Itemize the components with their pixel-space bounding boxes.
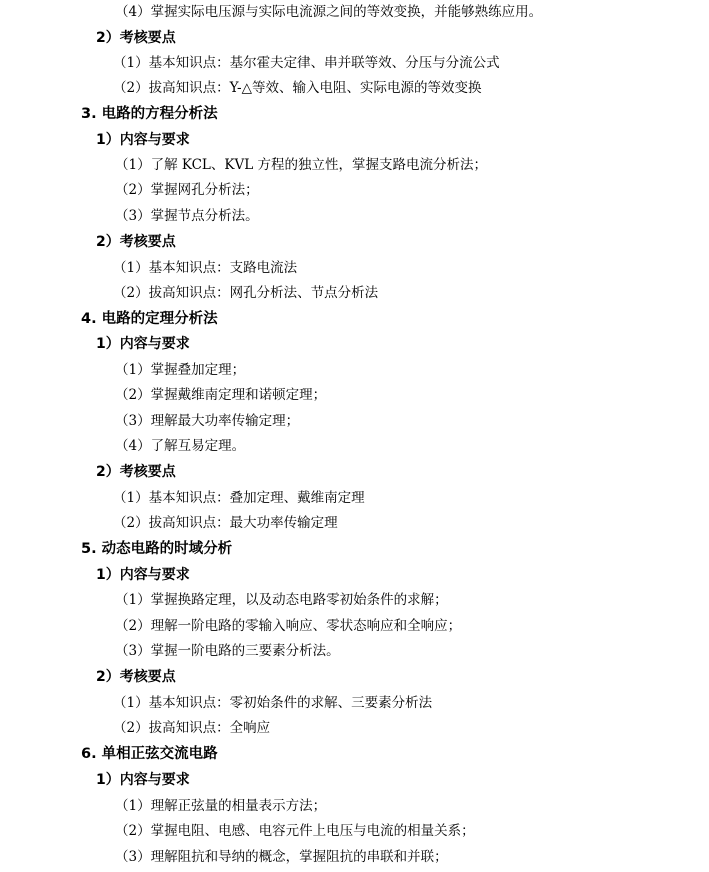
subsection-heading: 2）考核要点 (96, 464, 176, 480)
subsection-heading: 1）内容与要求 (96, 336, 190, 352)
list-item: （3）理解最大功率传输定理； (115, 413, 300, 429)
list-item: （2）掌握戴维南定理和诺顿定理； (115, 387, 327, 403)
list-item: （4）了解互易定理。 (115, 438, 246, 454)
list-item: （1）基本知识点：零初始条件的求解、三要素分析法 (113, 695, 433, 711)
section-heading: 3. 电路的方程分析法 (81, 106, 218, 122)
list-item: （2）拔高知识点：最大功率传输定理 (113, 515, 338, 531)
list-item: （2）拔高知识点：Y-△等效、输入电阻、实际电源的等效变换 (113, 80, 482, 96)
list-item: （2）掌握电阻、电感、电容元件上电压与电流的相量关系； (115, 823, 475, 839)
list-item: （1）掌握叠加定理； (115, 362, 246, 378)
list-item: （2）掌握网孔分析法； (115, 182, 259, 198)
list-item: （2）理解一阶电路的零输入响应、零状态响应和全响应； (115, 618, 462, 634)
list-item: （1）基本知识点：基尔霍夫定律、串并联等效、分压与分流公式 (113, 55, 500, 71)
subsection-heading: 2）考核要点 (96, 669, 176, 685)
section-heading: 6. 单相正弦交流电路 (81, 746, 218, 762)
section-heading: 5. 动态电路的时域分析 (81, 541, 233, 557)
list-item: （1）掌握换路定理，以及动态电路零初始条件的求解； (115, 592, 448, 608)
list-item: （2）拔高知识点：网孔分析法、节点分析法 (113, 285, 379, 301)
subsection-heading: 2）考核要点 (96, 30, 176, 46)
subsection-heading: 1）内容与要求 (96, 567, 190, 583)
list-item: （2）拔高知识点：全响应 (113, 720, 271, 736)
list-item: （3）掌握节点分析法。 (115, 208, 259, 224)
subsection-heading: 2）考核要点 (96, 234, 176, 250)
list-item: （1）基本知识点：支路电流法 (113, 260, 298, 276)
list-item: （3）理解阻抗和导纳的概念，掌握阻抗的串联和并联； (115, 849, 448, 865)
subsection-heading: 1）内容与要求 (96, 132, 190, 148)
list-item: （1）理解正弦量的相量表示方法； (115, 798, 327, 814)
subsection-heading: 1）内容与要求 (96, 772, 190, 788)
list-item: （1）基本知识点：叠加定理、戴维南定理 (113, 490, 365, 506)
list-item: （3）掌握一阶电路的三要素分析法。 (115, 643, 340, 659)
section-heading: 4. 电路的定理分析法 (81, 311, 218, 327)
list-item: （1）了解 KCL、KVL 方程的独立性，掌握支路电流分析法； (115, 157, 487, 173)
list-item: （4）掌握实际电压源与实际电流源之间的等效变换，并能够熟练应用。 (115, 4, 543, 20)
